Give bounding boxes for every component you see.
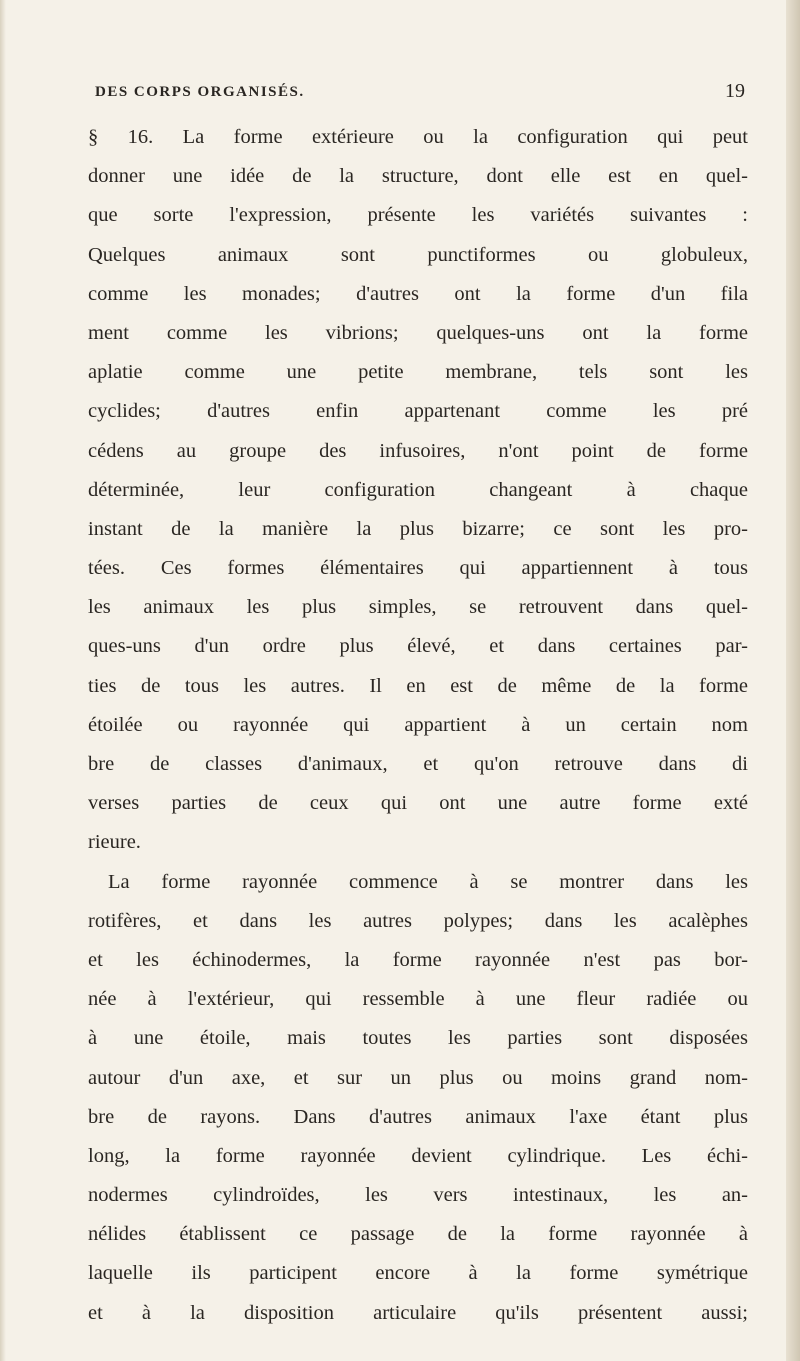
text-line: bre de classes d'animaux, et qu'on retrouve dans di — [88, 753, 748, 775]
text-line: bre de rayons. Dans d'autres animaux l'axe étant plus — [88, 1105, 748, 1128]
text-line: rieure. — [88, 831, 141, 854]
text-line: à une étoile, mais toutes les parties sont disposées — [88, 1027, 748, 1050]
text-line: nélides établissent ce passage de la forme rayonnée à — [88, 1223, 748, 1246]
text-line: Quelques animaux sont punctiformes ou globuleux, — [88, 243, 748, 266]
text-line: § 16. La forme extérieure ou la configuration qui peut — [88, 126, 748, 148]
text-line: ties de tous les autres. Il en est de même de la forme — [88, 674, 748, 697]
text-line: cyclides; d'autres enfin appartenant comme les pré — [88, 400, 748, 423]
text-line: aplatie comme une petite membrane, tels sont les — [88, 361, 748, 384]
page-number: 19 — [725, 80, 745, 102]
paragraph-1 — [88, 118, 748, 863]
text-line: laquelle ils participent encore à la forme symétrique — [88, 1262, 748, 1285]
text-line: les animaux les plus simples, se retrouvent dans quel- — [88, 596, 748, 619]
text-line: instant de la manière la plus bizarre; ce sont les pro- — [88, 517, 748, 540]
text-line: comme les monades; d'autres ont la forme d'un fila — [88, 282, 748, 305]
text-line: née à l'extérieur, qui ressemble à une fleur radiée ou — [88, 988, 748, 1011]
body-text — [88, 118, 748, 1333]
page-gutter-shadow — [0, 0, 6, 1361]
text-line: et à la disposition articulaire qu'ils présentent aussi; — [88, 1301, 748, 1324]
text-line: tées. Ces formes élémentaires qui appartiennent à tous — [88, 557, 748, 580]
text-line: La forme rayonnée commence à se montrer dans les — [108, 870, 748, 893]
text-line: autour d'un axe, et sur un plus ou moins grand nom- — [88, 1066, 748, 1089]
text-line: et les échinodermes, la forme rayonnée n'est pas bor- — [88, 948, 748, 971]
text-line: verses parties de ceux qui ont une autre forme exté — [88, 792, 748, 815]
paragraph-2 — [88, 863, 748, 1333]
text-line: rotifères, et dans les autres polypes; dans les acalèphes — [88, 909, 748, 932]
text-line: étoilée ou rayonnée qui appartient à un certain nom — [88, 713, 748, 736]
text-line: ment comme les vibrions; quelques-uns ont la forme — [88, 321, 748, 344]
page-edge — [786, 0, 800, 1361]
text-line: donner une idée de la structure, dont elle est en quel- — [88, 165, 748, 188]
text-line: nodermes cylindroïdes, les vers intestinaux, les an- — [88, 1184, 748, 1207]
text-line: long, la forme rayonnée devient cylindrique. Les échi- — [88, 1144, 748, 1167]
text-line: déterminée, leur configuration changeant à chaque — [88, 478, 748, 501]
running-title: DES CORPS ORGANISÉS. — [95, 84, 305, 100]
text-line: que sorte l'expression, présente les variétés suivantes : — [88, 204, 748, 227]
text-line: ques-uns d'un ordre plus élevé, et dans certaines par- — [88, 635, 748, 658]
running-head — [95, 80, 745, 114]
text-line: cédens au groupe des infusoires, n'ont point de forme — [88, 439, 748, 462]
